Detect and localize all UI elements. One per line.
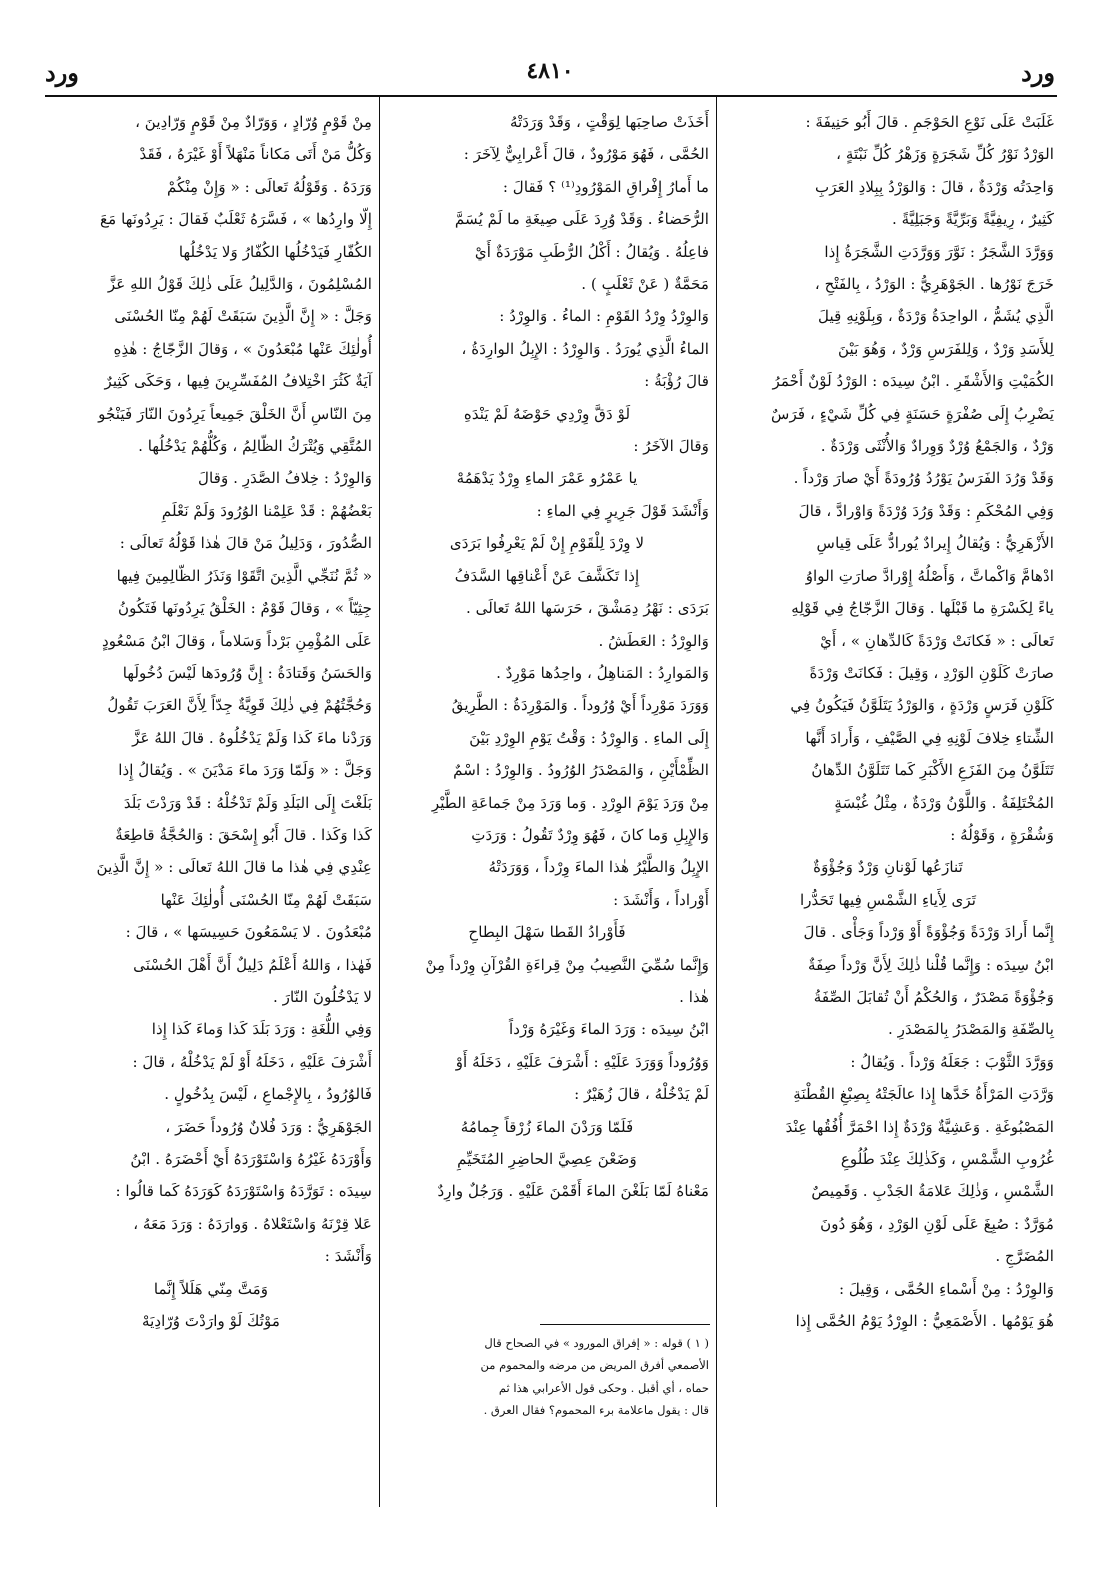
text-line: مُبْعَدُونَ . لا يَسْمَعُونَ حَسِيسَها » ، قالَ : (125, 923, 372, 942)
text-line: ابْنُ سِيدَه : وَإِنَّما قُلْنا ذٰلِكَ لِأَنَّ وَرْداً صِفَةٌ (807, 955, 1054, 974)
text-line: تَرَى لِأَياءِ الشَّمْسِ فِيها تَحَدُّرا (799, 890, 977, 909)
footnote-line: ( ١ ) قوله : « إفراق المورود » في الصحاح قال (484, 1336, 709, 1350)
text-line: تَعالَى : « فَكانَتْ وَرْدَةً كَالدِّهانِ » ، أَيْ (820, 631, 1054, 650)
text-line: آيَةٌ كَثُرَ اخْتِلافُ المُفَسِّرِينَ فِيها ، وَحَكَى كَثِيرٌ (104, 372, 372, 391)
page-number: ٤٨١٠ (526, 58, 574, 84)
text-line: الأَزْهَرِيُّ : وَيُقالُ إِيرادٌ يُورادُّ عَلَى قِياسِ (816, 534, 1054, 553)
text-line: وَفِي المُحْكَمِ : وَقَدْ وَرُدَ وُرْدَةً وَاوْرادَّ ، قالَ (798, 501, 1054, 520)
footnote-line: حماه ، أي أقبل . وحكى قول الأعرابي هذا ثم (498, 1380, 709, 1395)
text-line: فَلَمّا وَرَدْنَ الماءَ زُرْقاً جِمامُهُ (460, 1117, 634, 1136)
text-line: الَّذِي يُشَمُّ ، الواحِدَةُ وَرْدَةٌ ، وَبِلَوْنِهِ قِيلَ (818, 307, 1054, 326)
text-line: وَحُجَّتُهُمْ فِي ذٰلِكَ قَوِيَّةٌ جِدّاً لِأَنَّ العَرَبَ تَقُولُ (107, 696, 372, 715)
text-line: وَمَتَّ مِنّي هَلَلاً إِنَّما (153, 1279, 269, 1298)
text-line: وَكُلُّ مَنْ أَتَى مَكاناً مَنْهَلاً أَوْ غَيْرَهُ ، فَقَدْ (139, 145, 372, 164)
text-line: لا وِرْدَ لِلْقَوْمِ إِنْ لَمْ يَعْرِفُوا بَرَدَى (449, 534, 645, 553)
text-line: أَوْراداً ، وَأَنْشَدَ : (613, 890, 709, 909)
text-line: الشِّتاءِ خِلافَ لَوْنِهِ فِي الصَّيْفِ ، وَأَرادَ أَنَّها (805, 728, 1054, 747)
text-line: ياءً لِكَسْرَةِ ما قَبْلَها . وَقالَ الزَّجّاجُ فِي قَوْلِهِ (791, 599, 1054, 618)
text-line: أُولٰئِكَ عَنْها مُبْعَدُونَ » ، وَقالَ الزَّجّاجُ : هٰذِهِ (113, 339, 372, 358)
text-line: مِنْ وَرَدَ يَوْمَ الوِرْدِ . وَما وَرَدَ مِنْ جَماعَةِ الطَّيْرِ (431, 793, 709, 812)
text-line: فَأَوْرادُ القَطا سَهْلَ البِطاحِ (468, 923, 626, 942)
text-line: هٰذا . (679, 987, 709, 1006)
text-line: هُوَ يَوْمُها . الأَصْمَعِيُّ : الوِرْدُ يَوْمُ الحُمَّى إِذا (795, 1312, 1054, 1331)
text-line: صارَتْ كَلَوْنِ الوَرْدِ ، وَقِيلَ : فَكانَتْ وَرْدَةً (809, 663, 1054, 682)
text-line: وَاحِدَتُه وَرْدَةٌ ، قالَ : وَالوَرْدُ بِبِلادِ العَرَبِ (814, 177, 1054, 196)
text-line: مَعْناهُ لَمّا بَلَغْنَ الماءَ أَقَمْنَ عَلَيْهِ . وَرَجُلٌ وارِدٌ (437, 1182, 709, 1201)
text-line: وَشُقْرَةٍ ، وَقَوْلُهُ : (950, 825, 1054, 844)
text-line: إِلّا وارِدُها » ، فَسَّرَهُ ثَعْلَبٌ فَقالَ : يَرِدُونَها مَعَ (100, 210, 372, 229)
text-line: عَلَى المُؤْمِنِ بَرْداً وَسَلاماً ، وَقالَ ابْنُ مَسْعُودٍ (102, 631, 372, 650)
text-line: وَالوِرْدُ : خِلافُ الصَّدَرِ . وَقالَ (198, 469, 372, 488)
text-line: وَقالَ الآخَرُ : (633, 437, 709, 456)
footnote-line: الأصمعي أفرق المريض من مرضه والمحموم من (480, 1358, 709, 1373)
text-line: مِنْ قَوْمٍ وُرّادٍ ، وَوَرّادٌ مِنْ قَوْمٍ وَرّادِينَ ، (135, 113, 372, 131)
text-line: وَرَّدَتِ المَرْأَةُ خَدَّها إِذا عالَجَتْهُ بِصِبْغِ القُطْنَةِ (793, 1085, 1054, 1104)
text-line: الشَّمْسِ ، وَذٰلِكَ عَلامَةُ الجَدْبِ . وَقَمِيصٌ (811, 1182, 1054, 1201)
text-line: كَثِيرٌ ، رِيفِيَّةً وَبَرِّيَّةً وَجَبَلِيَّةً . (892, 210, 1054, 229)
text-line: وَالمَوارِدُ : المَناهِلُ ، واحِدُها مَوْرِدٌ . (496, 663, 709, 682)
text-line: فَالوُرُودُ ، بِالإِجْماعِ ، لَيْسَ بِدُخُولٍ . (164, 1085, 372, 1104)
footnote-line: قال : يقول ماعلامة برء المحموم؟ فقال العرق . (483, 1403, 709, 1418)
text-line: إِذا تَكَشَّفَ عَنْ أَعْناقِها السَّدَفُ (454, 566, 640, 585)
text-line: وَوَرَّدَ الثَّوْبَ : جَعَلَهُ وَرْداً . وَيُقالُ : (850, 1052, 1054, 1071)
page-header (45, 58, 1055, 98)
text-line: وَوَرَدَ مَوْرِداً أَيْ وُرُوداً . وَالمَوْرِدَةُ : الطَّرِيقُ (451, 696, 709, 715)
text-line: فَهٰذا ، وَاللهُ أَعْلَمُ دَلِيلٌ أَنَّ أَهْلَ الحُسْنَى (133, 955, 372, 974)
text-line: وَجَلَّ : « إِنَّ الَّذِينَ سَبَقَتْ لَهُمْ مِنّا الحُسْنَى (114, 307, 372, 326)
text-line: سَبَقَتْ لَهُمْ مِنّا الحُسْنَى أُولٰئِكَ عَنْها (160, 890, 372, 909)
text-line: وَأَنْشَدَ قَوْلَ جَرِيرٍ فِي الماءِ : (536, 501, 709, 520)
text-line: بَعْضُهُمْ : قَدْ عَلِمْنا الوُرُودَ وَلَمْ نَعْلَمِ (161, 501, 372, 520)
text-line: الرُّحَضاءُ . وَقَدْ وُرِدَ عَلَى صِيغَةِ ما لَمْ يُسَمَّ (454, 210, 709, 229)
text-line: المُتَّقِي وَيُتْرَكُ الظّالِمُ ، وَكُلُّهُمْ يَدْخُلُها . (138, 437, 372, 456)
text-line: ما أَمارُ إِفْراقِ المَوْرُودِ⁽¹⁾ ؟ فَقالَ : (502, 177, 709, 196)
text-line: وَأَوْرَدَهُ غَيْرُهُ وَاسْتَوْرَدَهُ أَيْ أَحْضَرَهُ . ابْنُ (130, 1150, 372, 1168)
text-line: كَذا وَكَذا . قالَ أَبُو إِسْحَقَ : وَالحُجَّةُ قاطِعَةٌ (115, 825, 372, 844)
footnote (385, 1332, 709, 1422)
text-column-left (50, 106, 372, 1337)
text-line: لِلأَسَدِ وَرْدٌ ، وَلِلفَرَسِ وَرْدٌ ، وَهُوَ بَيْنَ (838, 339, 1054, 358)
text-line: الكُفّارِ فَيَدْخُلُها الكُفّارُ وَلا يَدْخُلُها (178, 242, 372, 261)
text-line: وَالوِرْدُ وِرْدُ القَوْمِ : الماءُ . وَالوِرْدُ : (499, 307, 709, 326)
text-line: وَرْدٌ ، وَالجَمْعُ وُرْدٌ وَوِرادٌ وَالأُنْثَى وَرْدَةٌ . (820, 437, 1054, 456)
text-line: المُسْلِمُونَ ، وَالدَّلِيلُ عَلَى ذٰلِكَ قَوْلُ اللهِ عَزَّ (107, 275, 372, 294)
text-line: وَضَعْنَ عِصِيَّ الحاضِرِ المُتَخَيِّمِ (457, 1150, 637, 1168)
text-line: الإِبِلُ وَالطَّيْرُ هٰذا الماءَ وِرْداً ، وَوَرَدَتْهُ (488, 858, 709, 877)
text-line: ادْهامَّ وَاكْماتَّ ، وَأَصْلُهُ إِوْرادَّ صارَتِ الواوُ (805, 566, 1054, 585)
text-line: المُخْتَلِفَةُ . وَاللَّوْنُ وَرْدَةٌ ، مِثْلُ غُبْسَةٍ (834, 793, 1054, 812)
text-line: تَنازَعُها لَوْنانِ وَرْدٌ وَجُؤْوَةٌ (813, 858, 963, 877)
text-line: وَالإِبِلِ وَما كانَ ، فَهُوَ وِرْدٌ تَقُولُ : وَرَدَتِ (471, 825, 709, 844)
text-line: ابْنُ سِيدَه : وَرَدَ الماءَ وَغَيْرَهُ وَرْداً (508, 1020, 709, 1039)
text-line: لَوْ دَقَّ وِرْدِي حَوْضَهُ لَمْ يَنْدَهِ (463, 404, 631, 423)
text-line: وَرَدَهُ . وَقَوْلُهُ تَعالَى : « وَإِنْ مِنْكُمْ (166, 177, 372, 196)
text-line: عَلا قِرْنَهُ وَاسْتَعْلاهُ . وَوارَدَهُ : وَرَدَ مَعَهُ ، (133, 1214, 372, 1233)
text-line: بَرَدَى : نَهْرُ دِمَشْقَ ، حَرَسَها اللهُ تَعالَى . (465, 599, 709, 618)
column-divider-right (716, 97, 717, 1507)
text-line: وَجُؤْوَةً مَصْدَرٌ ، وَالحُكْمُ أَنْ تُقابَلَ الصِّفَةُ (813, 987, 1054, 1006)
text-line: الوَرْدُ نَوْرُ كُلِّ شَجَرَةٍ وَزَهْرُ كُلِّ نَبْتَةٍ ، (836, 145, 1054, 164)
text-line: وَالحَسَنُ وَقَتادَةُ : إِنَّ وُرُودَها لَيْسَ دُخُولَها (122, 663, 372, 682)
text-line: الظِّمْأَيْنِ ، وَالمَصْدَرُ الوُرُودُ . وَالوِرْدُ : اسْمٌ (453, 761, 709, 780)
text-line: الحُمَّى ، فَهُوَ مَوْرُودٌ ، قالَ أَعْرابِيٌّ لِآخَرَ : (463, 145, 709, 164)
text-column-right (722, 106, 1054, 1337)
header-root-word-right: ورد (1021, 58, 1055, 87)
text-line: إِنَّما أَرادَ وَرْدَةً وَجُؤْوَةً أَوْ وَرْداً وَجَأْى . قالَ (803, 923, 1054, 942)
text-line: الصُّدُورَ ، وَدَلِيلُ مَنْ قالَ هٰذا قَوْلُهُ تَعالَى : (119, 534, 372, 553)
text-line: المُضَرَّجِ . (995, 1247, 1054, 1266)
text-line: مُوَرَّدٌ : صُبِغَ عَلَى لَوْنِ الوَرْدِ ، وَهُوَ دُونَ (820, 1214, 1054, 1233)
text-line: مَوْتُكَ لَوْ وارَدْتَ وُرّادِيَهْ (142, 1312, 280, 1331)
text-line: غُرُوبِ الشَّمْسِ ، وَكَذٰلِكَ عِنْدَ طُلُوعِ (840, 1150, 1054, 1168)
text-line: وَرَدْنا ماءَ كَذا وَلَمْ يَدْخُلُوهُ . قالَ اللهُ عَزَّ (132, 728, 372, 747)
text-line: الماءُ الَّذِي يُورَدُ . وَالوِرْدُ : الإِبِلُ الوارِدَةُ ، (461, 339, 709, 358)
text-line: وَفِي اللُّغَةِ : وَرَدَ بَلَدَ كَذا وَماءَ كَذا إِذا (151, 1020, 372, 1039)
text-line: وَأَنْشَدَ : (324, 1247, 372, 1266)
text-line: أَشْرَفَ عَلَيْهِ ، دَخَلَهُ أَوْ لَمْ يَدْخُلْهُ ، قالَ : (132, 1052, 372, 1071)
text-line: وَوُرُوداً وَوَرَدَ عَلَيْهِ : أَشْرَفَ عَلَيْهِ ، دَخَلَهُ أَوْ (455, 1052, 709, 1071)
text-line: وَالوِرْدُ : العَطَشُ . (598, 631, 709, 650)
text-line: مَحَمَّةٌ ( عَنْ ثَعْلَبٍ ) . (581, 275, 709, 294)
text-line: فاعِلُهُ . وَيُقالُ : أَكْلُ الرُّطَبِ مَوْرَدَةٌ أَيْ (474, 242, 709, 261)
text-line: أَخَذَتْ صاحِبَها لِوَقْتٍ ، وَقَدْ وَرَدَتْهُ (509, 113, 709, 131)
text-line: جِثِيّاً » ، وَقالَ قَوْمٌ : الخَلْقُ يَرِدُونَها فَتَكُونُ (117, 599, 372, 618)
text-line: « ثُمَّ نُنَجِّي الَّذِينَ اتَّقَوْا وَنَذَرُ الظّالِمِينَ فِيها (116, 566, 372, 585)
text-line: يَضْرِبُ إِلَى صُفْرَةٍ حَسَنَةٍ فِي كُلِّ شَيْءٍ ، فَرَسٌ (770, 404, 1054, 423)
header-rule (45, 95, 1057, 97)
text-line: تَتَلَوَّنُ مِنَ الفَزَعِ الأَكْبَرِ كَما تَتَلَوَّنُ الدِّهانُ (811, 761, 1054, 780)
text-line: خَرَجَ نَوْرُها . الجَوْهَرِيُّ : الوَرْدُ ، بِالفَتْحِ ، (814, 275, 1054, 294)
text-line: غَلَبَتْ عَلَى نَوْعِ الحَوْجَمِ . قالَ أَبُو حَنِيفَةَ : (805, 113, 1054, 131)
text-line: سِيدَه : تَوَرَّدَهُ وَاسْتَوْرَدَهُ كَوَرَدَهُ كَما قالُوا : (115, 1182, 372, 1201)
text-line: الكُمَيْتِ وَالأَشْقَرِ . ابْنُ سِيدَه : الوَرْدُ لَوْنٌ أَحْمَرُ (772, 372, 1054, 391)
text-line: بِالصِّفَةِ وَالمَصْدَرُ بِالمَصْدَرِ . (888, 1020, 1054, 1039)
text-line: مِنَ النّاسِ أَنَّ الخَلْقَ جَمِيعاً يَرِدُونَ النّارَ فَيَنْجُو (98, 404, 372, 423)
column-divider-left (379, 97, 380, 1507)
text-line: وَإِنَّما سُمِّيَ النَّصِيبُ مِنْ قِراءَةِ القُرْآنِ وِرْداً مِنْ (425, 955, 709, 974)
text-line: وَجَلَّ : « وَلَمّا وَرَدَ ماءَ مَدْيَنَ » . وَيُقالُ إِذا (118, 761, 372, 780)
text-line: وَوَرَّدَ الشَّجَرُ : نَوَّرَ وَوَرَّدَتِ الشَّجَرَةُ إِذا (824, 242, 1054, 261)
text-line: قالَ رُؤْبَةُ : (644, 372, 709, 391)
header-root-word-left: ورد (45, 58, 79, 87)
text-line: كَلَوْنِ فَرَسٍ وَرْدَةٍ ، وَالوَرْدُ يَتَلَوَّنُ فَيَكُونُ فِي (790, 696, 1054, 715)
text-line: لا يَدْخُلُونَ النّارَ . (273, 987, 372, 1006)
footnote-rule (540, 1324, 710, 1325)
text-line: يا عَمْرُو عَمْرَ الماءِ وِرْدٌ يَدْهَمُهْ (456, 469, 638, 488)
text-line: الجَوْهَرِيُّ : وَرَدَ فُلانٌ وُرُوداً حَضَرَ ، (165, 1117, 372, 1136)
text-line: لَمْ يَدْخُلْهُ ، قالَ زُهَيْرٌ : (574, 1085, 709, 1104)
text-line: عِنْدِي فِي هٰذا ما قالَ اللهُ تَعالَى : « إِنَّ الَّذِينَ (96, 858, 372, 877)
text-column-middle (385, 106, 709, 1208)
text-line: وَقَدْ وَرُدَ الفَرَسُ يَوْرُدُ وُرُودَةً أَيْ صارَ وَرْداً . (793, 469, 1054, 488)
text-line: إِلَى الماءِ . وَالوِرْدُ : وَقْتُ يَوْمِ الوِرْدِ بَيْنَ (469, 728, 709, 747)
text-line: بَلَغْتَ إِلَى البَلَدِ وَلَمْ تَدْخُلْهُ : قَدْ وَرَدْتَ بَلَدَ (123, 793, 372, 812)
text-line: وَالوِرْدُ : مِنْ أَسْماءِ الحُمَّى ، وَقِيلَ : (838, 1279, 1054, 1298)
text-line: المَصْبُوغَةِ . وَعَشِيَّةٌ وَرْدَةٌ إِذا احْمَرَّ أُفُقُها عِنْدَ (785, 1117, 1054, 1136)
